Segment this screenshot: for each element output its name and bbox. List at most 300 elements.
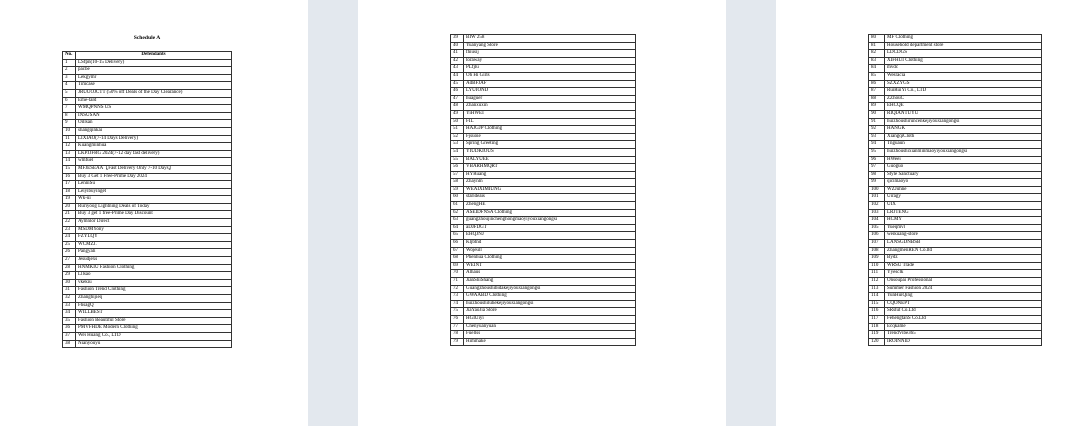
row-number: 11	[63, 135, 76, 143]
table-row	[63, 302, 232, 310]
defendant-name: Lekgymr	[76, 74, 232, 82]
defendant-name: wmfuel	[76, 158, 232, 166]
defendant-name: Jesudjexs	[76, 257, 232, 265]
row-number: 45	[451, 80, 464, 88]
row-number: 73	[451, 293, 464, 301]
defendant-name: Bydz	[885, 255, 1042, 263]
table-row	[451, 179, 636, 187]
defendant-name: huizhoushiruncenkejiyouxiangongsi	[885, 118, 1042, 126]
defendant-name: Yueqmvl	[885, 224, 1042, 232]
row-number: 68	[451, 255, 464, 263]
row-number: 97	[869, 164, 885, 172]
table-row	[451, 209, 636, 217]
defendant-name: pacbe	[76, 67, 232, 75]
row-number: 100	[869, 186, 885, 194]
defendant-name: XiangqiCloth	[885, 133, 1042, 141]
row-number: 9	[63, 120, 76, 128]
defendant-name: Fashion Beautiful Store	[76, 317, 232, 325]
table-row	[869, 232, 1042, 240]
row-number: 95	[869, 148, 885, 156]
row-number: 38	[63, 340, 76, 348]
defendant-name: Uiragy	[885, 194, 1042, 202]
row-number: 29	[63, 272, 76, 280]
row-number: 86	[869, 80, 885, 88]
table-row	[63, 196, 232, 204]
row-number: 37	[63, 332, 76, 340]
table-row	[451, 270, 636, 278]
defendant-name: CQONEPT	[885, 300, 1042, 308]
table-row	[451, 224, 636, 232]
table-row	[451, 57, 636, 65]
row-number: 113	[869, 285, 885, 293]
table-row	[63, 188, 232, 196]
row-number: 5	[63, 89, 76, 97]
table-row	[869, 255, 1042, 263]
defendant-name: Kuangminhua	[76, 143, 232, 151]
defendant-name: Eme-tald	[76, 97, 232, 105]
row-number: 2	[63, 67, 76, 75]
schedule-title: Schedule A	[133, 35, 161, 41]
row-number: 84	[869, 65, 885, 73]
table-row	[869, 164, 1042, 172]
table-row	[451, 308, 636, 316]
defendant-name: ZZhouC	[885, 95, 1042, 103]
row-number: 47	[451, 95, 464, 103]
table-row	[63, 89, 232, 97]
table-row	[869, 126, 1042, 134]
table-row	[869, 278, 1042, 286]
row-number: 83	[869, 57, 885, 65]
document-page-3	[776, 0, 1080, 426]
table-row	[63, 82, 232, 90]
row-number: 118	[869, 323, 885, 331]
defendant-name: MF Clothing	[885, 35, 1042, 43]
row-number: 66	[451, 240, 464, 248]
table-row	[869, 110, 1042, 118]
table-row	[869, 65, 1042, 73]
row-number: 42	[451, 57, 464, 65]
defendants-table-2	[450, 34, 636, 346]
row-number: 40	[451, 42, 464, 50]
defendant-name: Summer Fashion 2024	[885, 285, 1042, 293]
header-defendants: Defendants	[76, 52, 232, 60]
table-row	[63, 340, 232, 348]
row-number: 51	[451, 126, 464, 134]
table-row	[63, 272, 232, 280]
row-number: 57	[451, 171, 464, 179]
defendant-name: WEAIXIMIUNG	[464, 186, 636, 194]
row-number: 99	[869, 179, 885, 187]
row-number: 10	[63, 127, 76, 135]
table-row	[869, 72, 1042, 80]
row-number: 17	[63, 181, 76, 189]
table-row	[869, 57, 1042, 65]
table-row	[869, 179, 1042, 187]
table-row	[869, 308, 1042, 316]
row-number: 15	[63, 165, 76, 173]
row-number: 32	[63, 295, 76, 303]
table-row	[451, 133, 636, 141]
defendant-name: BIW 258	[464, 35, 636, 43]
table-row	[451, 338, 636, 346]
row-number: 31	[63, 287, 76, 295]
defendant-name: LDCDGS	[885, 50, 1042, 58]
defendant-name: Ecqkame	[885, 323, 1042, 331]
row-number: 114	[869, 293, 885, 301]
defendant-name: IROINNID	[885, 338, 1042, 346]
table-row	[451, 247, 636, 255]
defendant-name: UIX	[885, 202, 1042, 210]
table-row	[451, 315, 636, 323]
table-row	[451, 293, 636, 301]
row-number: 88	[869, 95, 885, 103]
defendant-name: weikuang-store	[885, 232, 1042, 240]
row-number: 55	[451, 156, 464, 164]
defendant-name: LIXIAO(7-14 Days Delivery)	[76, 135, 232, 143]
table-row	[63, 257, 232, 265]
row-number: 3	[63, 74, 76, 82]
row-number: 65	[451, 232, 464, 240]
row-number: 43	[451, 65, 464, 73]
defendant-name: Household department store	[885, 42, 1042, 50]
row-number: 98	[869, 171, 885, 179]
table-row	[63, 59, 232, 67]
defendant-name: Wojeull	[464, 247, 636, 255]
table-row	[869, 141, 1042, 149]
defendant-name: JianShiShang	[464, 278, 636, 286]
defendant-name: Zhanxuxin	[464, 103, 636, 111]
table-row	[63, 287, 232, 295]
defendant-name: HANGK	[885, 126, 1042, 134]
row-number: 6	[63, 97, 76, 105]
row-number: 77	[451, 323, 464, 331]
table-row	[63, 249, 232, 257]
row-number: 21	[63, 211, 76, 219]
row-number: 27	[63, 257, 76, 265]
defendant-name: fhiusij	[464, 50, 636, 58]
row-number: 107	[869, 240, 885, 248]
row-number: 80	[869, 35, 885, 43]
defendant-name: SZXZYGS	[885, 80, 1042, 88]
row-number: 79	[451, 338, 464, 346]
table-row	[63, 241, 232, 249]
row-number: 102	[869, 202, 885, 210]
row-number: 26	[63, 249, 76, 257]
table-row	[451, 156, 636, 164]
table-row	[869, 133, 1042, 141]
header-no: No.	[63, 52, 76, 60]
row-number: 101	[869, 194, 885, 202]
defendant-name: guangzhoujinchenghongmaoyiyouxiangongsi	[464, 217, 636, 225]
defendant-name: starideais	[464, 194, 636, 202]
row-number: 76	[451, 315, 464, 323]
row-number: 52	[451, 133, 464, 141]
row-number: 108	[869, 247, 885, 255]
defendant-name: Oh Hi Girls	[464, 72, 636, 80]
table-row	[451, 88, 636, 96]
defendant-name: EHQJNJ	[464, 232, 636, 240]
defendant-name: HNMKIU Fashion Clothing	[76, 264, 232, 272]
defendant-name: Style Sanctuary	[885, 171, 1042, 179]
row-number: 33	[63, 302, 76, 310]
defendant-name: LYUIOND	[464, 88, 636, 96]
table-row	[451, 240, 636, 248]
table-row	[63, 135, 232, 143]
row-number: 60	[451, 194, 464, 202]
table-row	[63, 127, 232, 135]
defendant-name: YIUDKIOUS	[464, 148, 636, 156]
row-number: 22	[63, 219, 76, 227]
defendant-name: RuiRuiYi Co., LTD	[885, 88, 1042, 96]
table-row	[451, 50, 636, 58]
defendant-name: LenniSu	[76, 181, 232, 189]
row-number: 92	[869, 126, 885, 134]
table-row	[63, 158, 232, 166]
row-number: 4	[63, 82, 76, 90]
row-number: 90	[869, 110, 885, 118]
document-page-1	[0, 0, 308, 426]
row-number: 35	[63, 317, 76, 325]
table-row	[63, 317, 232, 325]
defendant-name: INSUSAN	[76, 112, 232, 120]
defendant-name: JRUUOJCTT (50% off Deals of the Day Clearance)	[76, 89, 232, 97]
table-row	[451, 331, 636, 339]
defendant-name: MSDMYony	[76, 226, 232, 234]
row-number: 8	[63, 112, 76, 120]
row-number: 61	[451, 202, 464, 210]
defendant-name: Fuellss	[464, 331, 636, 339]
defendant-name: HAJGJP Clothing	[464, 126, 636, 134]
table-row	[869, 202, 1042, 210]
row-number: 87	[869, 88, 885, 96]
row-number: 105	[869, 224, 885, 232]
table-row	[451, 202, 636, 210]
table-row	[63, 332, 232, 340]
row-number: 59	[451, 186, 464, 194]
row-number: 116	[869, 308, 885, 316]
row-number: 67	[451, 247, 464, 255]
row-number: 7	[63, 105, 76, 113]
defendant-name: LSfpn(10-15 Delivery)	[76, 59, 232, 67]
defendant-name: WZJuhne	[885, 186, 1042, 194]
table-row	[63, 181, 232, 189]
defendant-name: vkekiu	[76, 279, 232, 287]
table-row	[869, 338, 1042, 346]
row-number: 1	[63, 59, 76, 67]
table-row	[869, 209, 1042, 217]
row-number: 49	[451, 110, 464, 118]
table-row	[63, 234, 232, 242]
row-number: 91	[869, 118, 885, 126]
table-row	[451, 95, 636, 103]
defendant-name: HGIUiyi	[464, 315, 636, 323]
defendant-name: YiHWEI	[464, 110, 636, 118]
defendant-name: WEINT	[464, 262, 636, 270]
defendant-name: Timcase	[76, 82, 232, 90]
row-number: 63	[451, 217, 464, 225]
row-number: 117	[869, 315, 885, 323]
table-row	[869, 262, 1042, 270]
defendant-name: ZhangmenREN Co.ltd	[885, 247, 1042, 255]
table-row	[451, 35, 636, 43]
defendant-name: Oillsan	[76, 120, 232, 128]
defendant-name: LANSGDNBSB	[885, 240, 1042, 248]
table-row	[63, 211, 232, 219]
table-row	[63, 150, 232, 158]
defendant-name: GWAABD Clothing	[464, 293, 636, 301]
table-row	[869, 240, 1042, 248]
defendant-name: Zhaynln	[464, 179, 636, 187]
defendant-name: Fashion Trend Clothing	[76, 287, 232, 295]
row-number: 18	[63, 188, 76, 196]
defendant-name: mvdc	[885, 65, 1042, 73]
table-row	[869, 293, 1042, 301]
row-number: 16	[63, 173, 76, 181]
row-number: 41	[451, 50, 464, 58]
defendant-name: aDJFDGT	[464, 224, 636, 232]
row-number: 119	[869, 331, 885, 339]
row-number: 19	[63, 196, 76, 204]
table-row	[63, 97, 232, 105]
defendant-name: Yyesclk	[885, 270, 1042, 278]
row-number: 74	[451, 300, 464, 308]
defendant-name: Onsoupai Professional	[885, 278, 1042, 286]
defendant-name: RIQIANTUYU	[885, 110, 1042, 118]
defendant-name: SRstut Co.Ltd	[885, 308, 1042, 316]
table-row	[451, 141, 636, 149]
defendant-name: Zhanghijieq	[76, 295, 232, 303]
row-number: 62	[451, 209, 464, 217]
row-number: 23	[63, 226, 76, 234]
table-row	[869, 156, 1042, 164]
defendant-name: MFJESEAA【Fast Delivery Only 7-10 Days】	[76, 165, 232, 173]
row-number: 48	[451, 103, 464, 111]
row-number: 69	[451, 262, 464, 270]
defendant-name: HCMY	[885, 217, 1042, 225]
row-number: 110	[869, 262, 885, 270]
table-row	[869, 42, 1042, 50]
defendant-name: Nianyouyu	[76, 340, 232, 348]
table-row	[451, 262, 636, 270]
table-row	[63, 325, 232, 333]
row-number: 50	[451, 118, 464, 126]
defendant-name: FIL	[464, 118, 636, 126]
row-number: 78	[451, 331, 464, 339]
row-number: 82	[869, 50, 885, 58]
row-number: 112	[869, 278, 885, 286]
row-number: 96	[869, 156, 885, 164]
table-row	[63, 203, 232, 211]
table-row	[63, 143, 232, 151]
table-row	[63, 264, 232, 272]
row-number: 93	[869, 133, 885, 141]
defendant-name: Guangzhoushibidakejiyouxiangongsi	[464, 285, 636, 293]
table-row	[451, 186, 636, 194]
row-number: 94	[869, 141, 885, 149]
defendant-name: ZhengHE	[464, 202, 636, 210]
defendant-name: Yuanyang Store	[464, 42, 636, 50]
row-number: 106	[869, 232, 885, 240]
row-number: 28	[63, 264, 76, 272]
table-row	[451, 300, 636, 308]
table-row	[869, 270, 1042, 278]
table-row	[63, 219, 232, 227]
defendant-name: YunHuiQing	[885, 293, 1042, 301]
defendant-name: huizhoushiluhekejiyouxiangongsi	[464, 300, 636, 308]
row-number: 85	[869, 72, 885, 80]
table-row	[869, 35, 1042, 43]
defendant-name: FhsagQ	[76, 302, 232, 310]
table-row	[869, 148, 1042, 156]
defendant-name: LKPJJFRG 2024(7-12 day fast delivery)	[76, 150, 232, 158]
defendant-name: BALYUEE	[464, 156, 636, 164]
defendant-name: huizhoushixianminmaoyiyouxiangongsi	[885, 148, 1042, 156]
defendant-name: Himmake	[464, 338, 636, 346]
row-number: 12	[63, 143, 76, 151]
table-row	[63, 226, 232, 234]
table-row	[869, 331, 1042, 339]
table-row	[451, 110, 636, 118]
defendant-name: Spring Greeting	[464, 141, 636, 149]
table-row	[869, 118, 1042, 126]
row-number: 13	[63, 150, 76, 158]
row-number: 109	[869, 255, 885, 263]
table-row	[63, 67, 232, 75]
defendant-name: ASEIDFNSA Clothing	[464, 209, 636, 217]
defendant-name: XIFHUI Clothing	[885, 57, 1042, 65]
defendant-name: Ruriyoog Lightning Deals of Today	[76, 203, 232, 211]
row-number: 89	[869, 103, 885, 111]
row-number: 46	[451, 88, 464, 96]
defendant-name: Lllsao	[76, 272, 232, 280]
defendant-name: Alhaus	[464, 270, 636, 278]
document-page-2	[358, 0, 726, 426]
table-row	[451, 323, 636, 331]
table-row	[869, 171, 1042, 179]
row-number: 14	[63, 158, 76, 166]
row-number: 120	[869, 338, 885, 346]
table-row	[451, 72, 636, 80]
row-number: 56	[451, 164, 464, 172]
defendant-name: Phenhua Clothing	[464, 255, 636, 263]
defendant-name: qicimaoyo	[885, 179, 1042, 187]
defendant-name: Buy 3 Get 1 Free-Prime Day 2024	[76, 173, 232, 181]
defendants-table-3	[868, 34, 1042, 346]
row-number: 103	[869, 209, 885, 217]
table-row	[63, 74, 232, 82]
defendant-name: HYRuang	[464, 171, 636, 179]
defendant-name: Aymnlor Direct	[76, 219, 232, 227]
table-row	[869, 323, 1042, 331]
table-row	[63, 295, 232, 303]
row-number: 34	[63, 310, 76, 318]
row-number: 104	[869, 217, 885, 225]
row-number: 39	[451, 35, 464, 43]
defendant-name: Chenyuanyuan	[464, 323, 636, 331]
table-row	[451, 148, 636, 156]
table-row	[451, 194, 636, 202]
table-row	[869, 315, 1042, 323]
defendant-name: FehengtanS Co.Ltd	[885, 315, 1042, 323]
table-row	[869, 186, 1042, 194]
table-row	[869, 95, 1042, 103]
table-row	[451, 171, 636, 179]
table-row	[869, 224, 1042, 232]
table-row	[451, 103, 636, 111]
table-row	[63, 310, 232, 318]
row-number: 111	[869, 270, 885, 278]
defendant-name: Wesracia	[885, 72, 1042, 80]
